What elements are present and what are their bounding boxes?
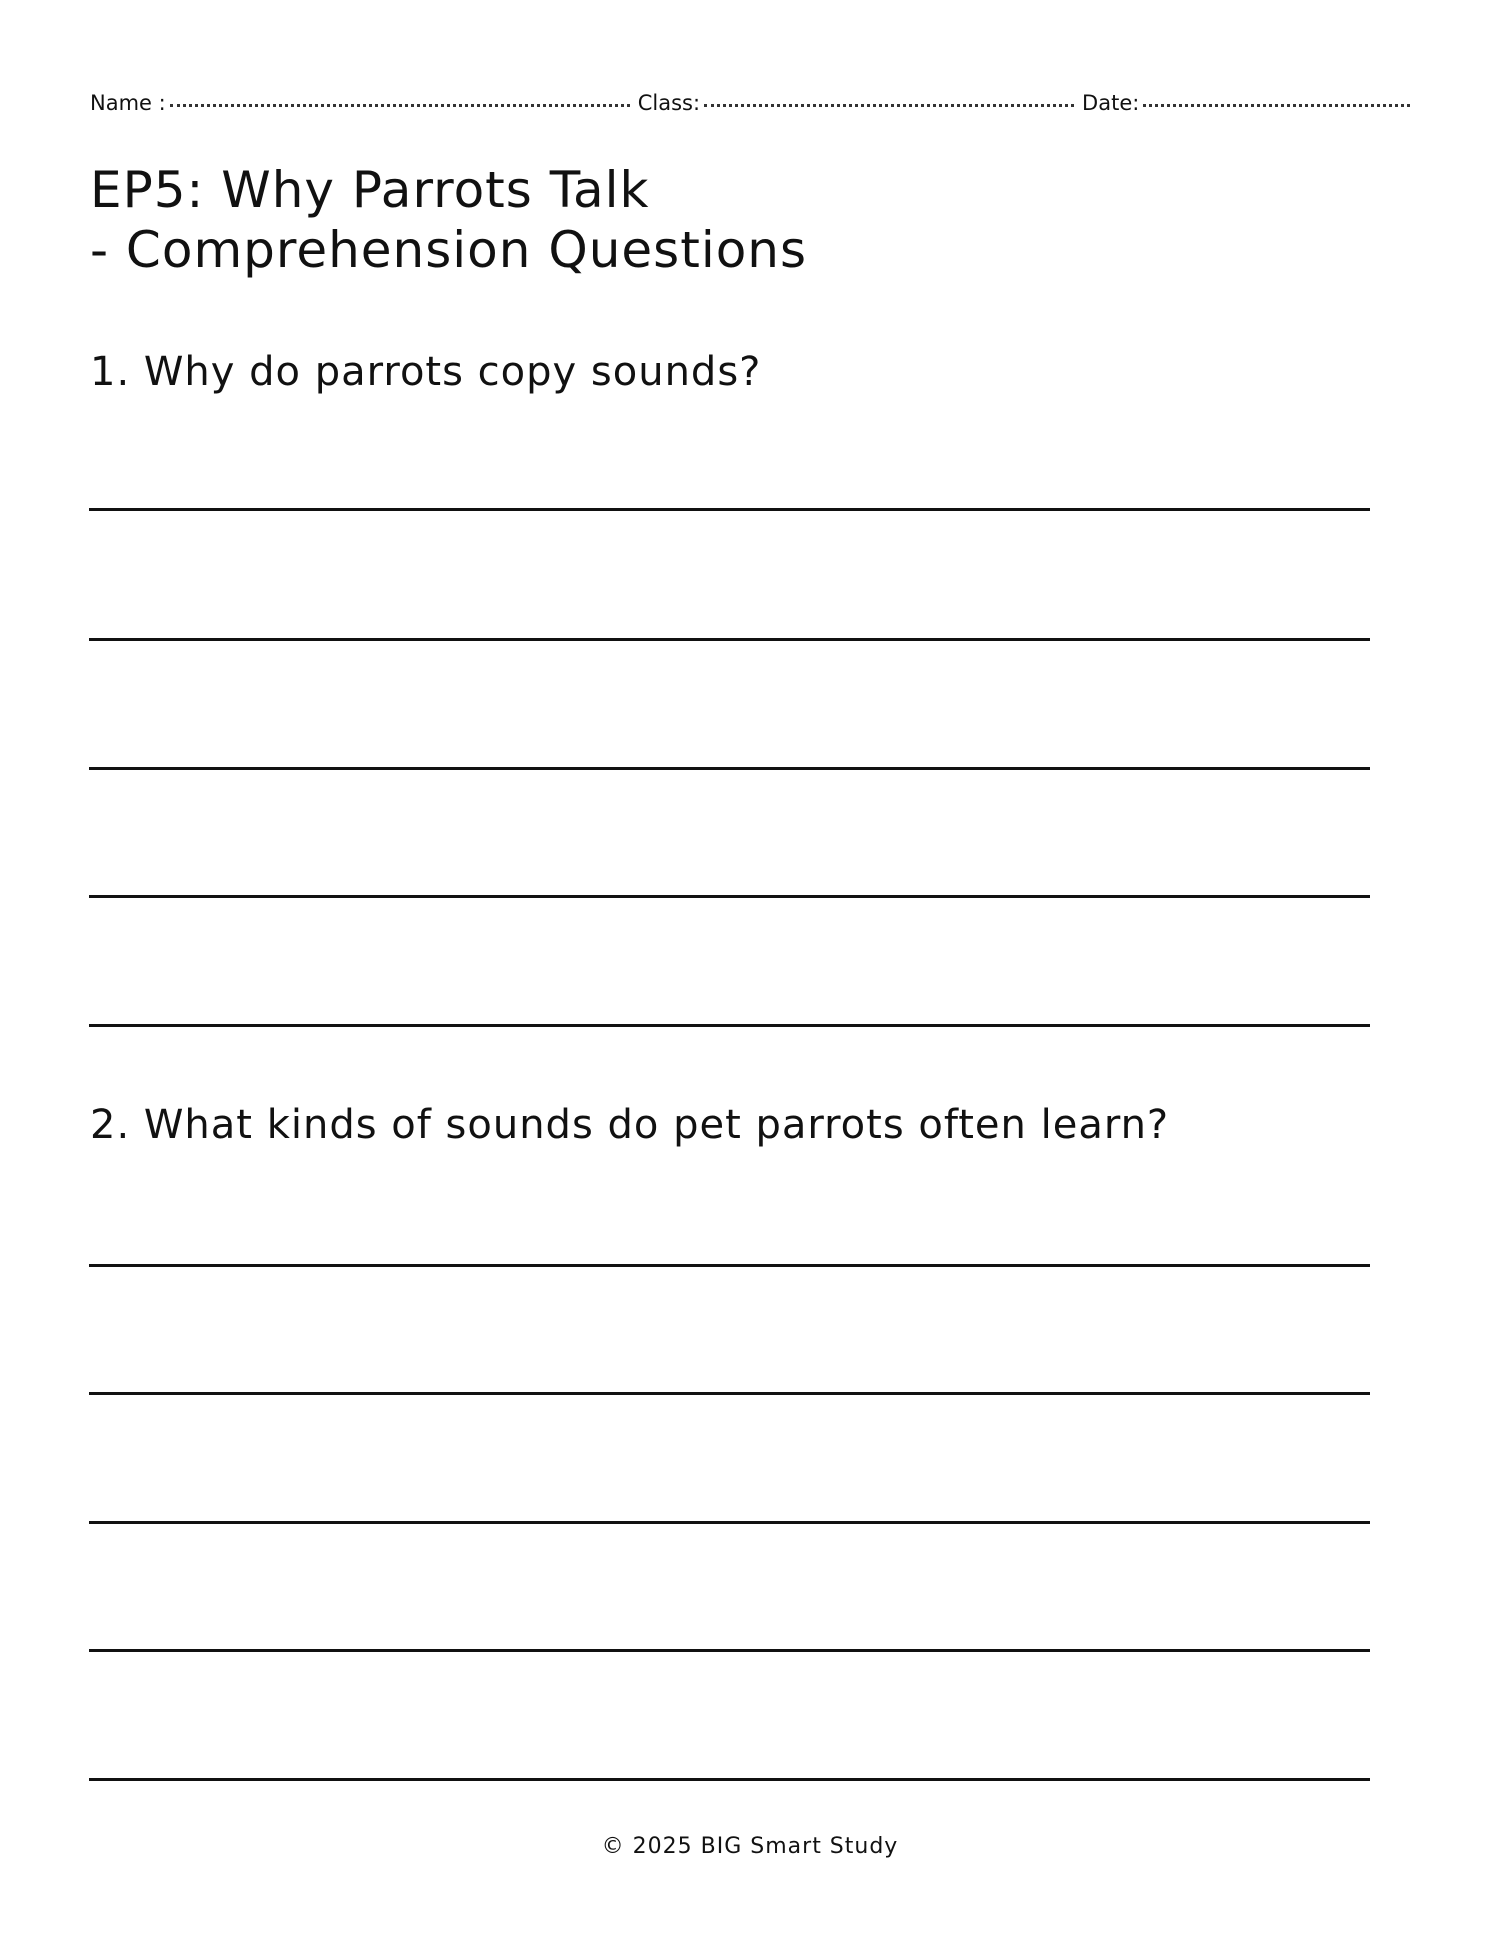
answer-line[interactable] [89, 1778, 1370, 1781]
question-2: 2. What kinds of sounds do pet parrots often learn? [90, 1102, 1170, 1148]
student-info-header [90, 91, 1410, 121]
worksheet-title [90, 160, 807, 280]
answer-line[interactable] [89, 895, 1370, 898]
date-field[interactable] [1143, 104, 1410, 107]
class-label: Class: [637, 91, 701, 115]
answer-line[interactable] [89, 508, 1370, 511]
answer-line[interactable] [89, 1392, 1370, 1395]
title-line-2: - Comprehension Questions [90, 221, 808, 279]
answer-line[interactable] [89, 1024, 1370, 1027]
title-line-1: EP5: Why Parrots Talk [90, 161, 650, 219]
date-label: Date: [1082, 91, 1140, 115]
answer-line[interactable] [89, 1264, 1370, 1267]
name-label: Name : [90, 91, 166, 115]
answer-line[interactable] [89, 1649, 1370, 1652]
answer-line[interactable] [89, 767, 1370, 770]
question-1: 1. Why do parrots copy sounds? [90, 349, 762, 395]
copyright-footer: © 2025 BIG Smart Study [601, 1834, 899, 1859]
answer-line[interactable] [89, 638, 1370, 641]
class-field[interactable] [704, 104, 1074, 107]
name-field[interactable] [170, 104, 630, 107]
answer-line[interactable] [89, 1521, 1370, 1524]
